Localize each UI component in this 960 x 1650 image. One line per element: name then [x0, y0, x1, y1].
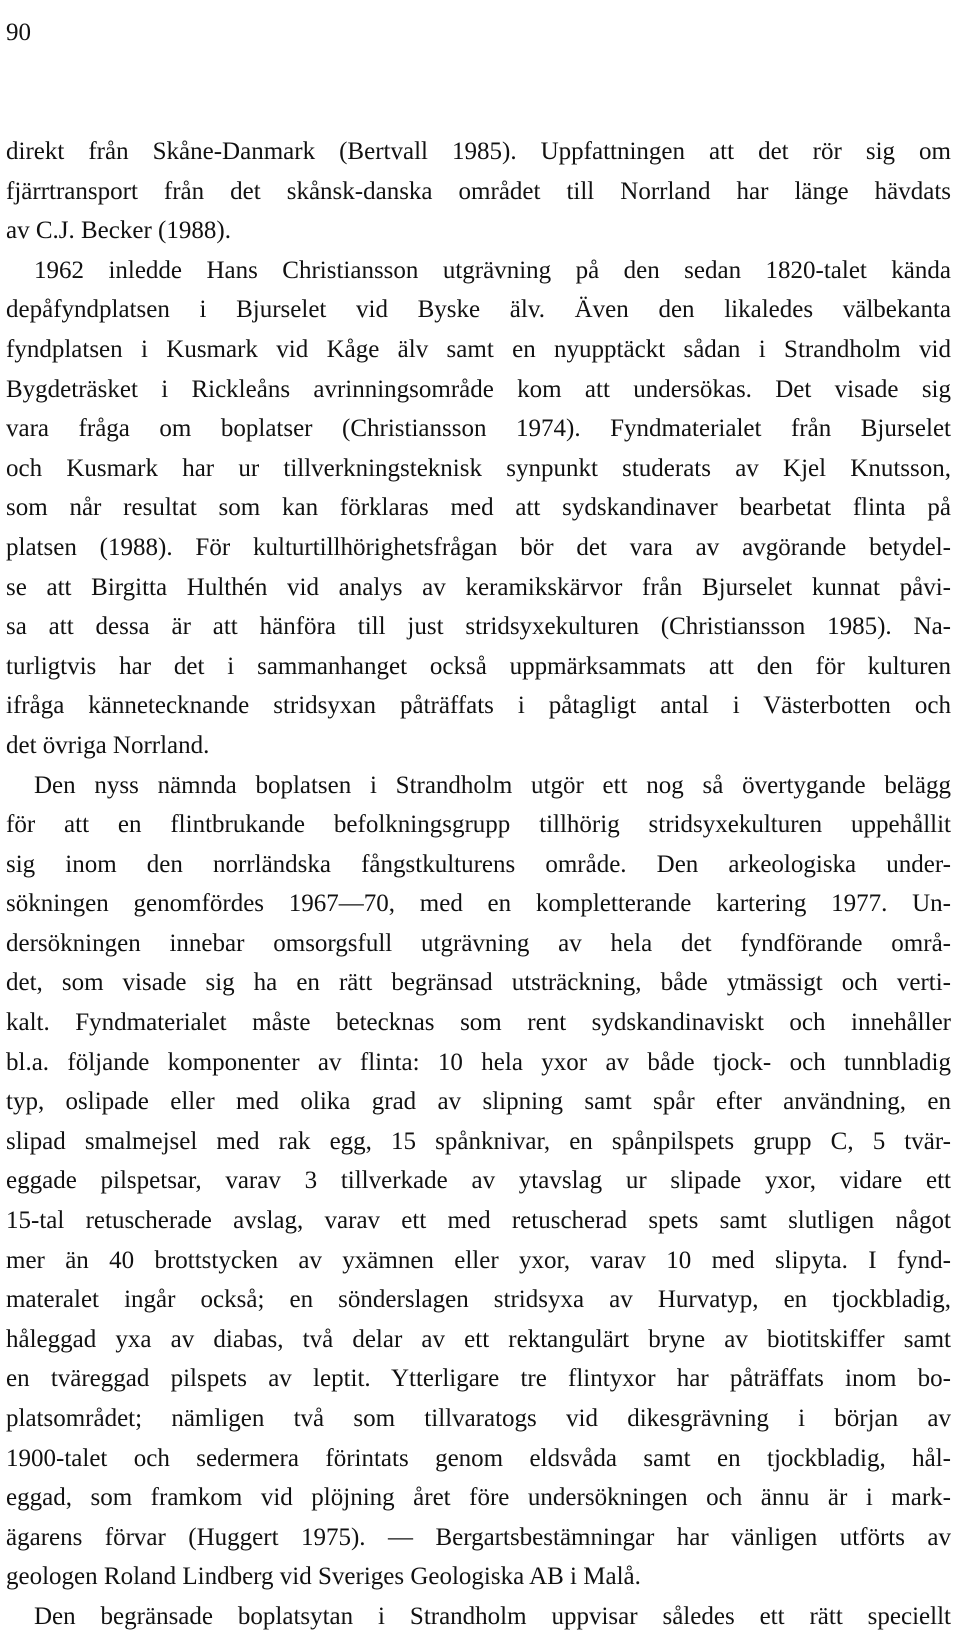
text-line: se att Birgitta Hulthén vid analys av keramikskärvor från Bjurselet kunnat påvi-: [6, 573, 951, 601]
text-line: direkt från Skåne-Danmark (Bertvall 1985). Uppfattningen att det rör sig om: [6, 138, 951, 165]
text-line: ägarens förvar (Huggert 1975). — Bergartsbestämningar har vänligen utförts av: [6, 1523, 951, 1551]
text-line: Bygdeträsket i Rickleåns avrinningsområde kom att undersökas. Det visade sig: [6, 375, 951, 403]
text-line: sig inom den norrländska fångstkulturens område. Den arkeologiska under-: [6, 850, 951, 878]
text-line: platsområdet; nämligen två som tillvaratogs vid dikesgrävning i början av: [6, 1405, 951, 1432]
text-line: en tväreggad pilspets av leptit. Ytterligare tre flintyxor har påträffats inom bo-: [6, 1365, 951, 1393]
text-line: eggad, som framkom vid plöjning året före undersökningen och ännu är i mark-: [6, 1484, 951, 1512]
text-line: vara fråga om boplatser (Christiansson 1974). Fyndmaterialet från Bjurselet: [6, 415, 951, 443]
text-line: kalt. Fyndmaterialet måste betecknas som rent sydskandinaviskt och innehåller: [6, 1009, 951, 1037]
text-line: 1962 inledde Hans Christiansson utgrävning på den sedan 1820-talet kända: [34, 256, 951, 284]
text-line: av C.J. Becker (1988).: [6, 217, 231, 245]
text-line: platsen (1988). För kulturtillhörighetsfrågan bör det vara av avgörande betydel-: [6, 533, 951, 561]
text-line: fjärrtransport från det skånsk-danska området till Norrland har länge hävdats: [6, 177, 951, 205]
text-line: ifråga kännetecknande stridsyxan påträffats i påtagligt antal i Västerbotten och: [6, 692, 951, 720]
text-line: depåfyndplatsen i Bjurselet vid Byske älv. Även den likaledes välbekanta: [6, 296, 951, 324]
text-line: Den begränsade boplatsytan i Strandholm uppvisar således ett rätt speciellt: [34, 1602, 951, 1630]
text-line: håleggad yxa av diabas, två delar av ett rektangulärt bryne av biotitskiffer samt: [6, 1325, 951, 1353]
text-line: mer än 40 brottstycken av yxämnen eller yxor, varav 10 med slipyta. I fynd-: [6, 1246, 951, 1274]
body-text: [6, 132, 951, 1637]
text-line: materalet ingår också; en sönderslagen stridsyxa av Hurvatyp, en tjockbladig,: [6, 1286, 951, 1314]
page-number: 90: [6, 19, 31, 46]
text-line: 1900-talet och sedermera förintats genom eldsvåda samt en tjockbladig, hål-: [6, 1444, 951, 1472]
text-line: för att en flintbrukande befolkningsgrupp tillhörig stridsyxekulturen uppehållit: [6, 811, 951, 839]
text-line: Den nyss nämnda boplatsen i Strandholm utgör ett nog så övertygande belägg: [34, 771, 951, 799]
text-line: och Kusmark har ur tillverkningsteknisk synpunkt studerats av Kjel Knutsson,: [6, 454, 951, 482]
text-line: turligtvis har det i sammanhanget också uppmärksammats att den för kulturen: [6, 652, 951, 680]
text-line: sökningen genomfördes 1967—70, med en kompletterande kartering 1977. Un-: [6, 890, 951, 918]
text-line: det, som visade sig ha en rätt begränsad utsträckning, både ytmässigt och verti-: [6, 969, 951, 997]
text-line: eggade pilspetsar, varav 3 tillverkade av ytavslag ur slipade yxor, vidare ett: [6, 1167, 951, 1195]
text-line: geologen Roland Lindberg vid Sveriges Geologiska AB i Malå.: [6, 1563, 641, 1591]
text-line: fyndplatsen i Kusmark vid Kåge älv samt en nyupptäckt sådan i Strandholm vid: [6, 335, 951, 363]
text-line: 15-tal retuscherade avslag, varav ett med retuscherad spets samt slutligen något: [6, 1207, 951, 1235]
text-line: slipad smalmejsel med rak egg, 15 spånknivar, en spånpilspets grupp C, 5 tvär-: [6, 1127, 951, 1155]
text-line: det övriga Norrland.: [6, 731, 210, 759]
text-line: typ, oslipade eller med olika grad av slipning samt spår efter användning, en: [6, 1088, 951, 1116]
text-line: dersökningen innebar omsorgsfull utgrävning av hela det fyndförande områ-: [6, 929, 951, 957]
text-line: bl.a. följande komponenter av flinta: 10 hela yxor av både tjock- och tunnbladig: [6, 1048, 951, 1076]
text-line: som når resultat som kan förklaras med att sydskandinaver bearbetat flinta på: [6, 494, 951, 522]
text-line: sa att dessa är att hänföra till just stridsyxekulturen (Christiansson 1985). Na-: [6, 613, 951, 641]
